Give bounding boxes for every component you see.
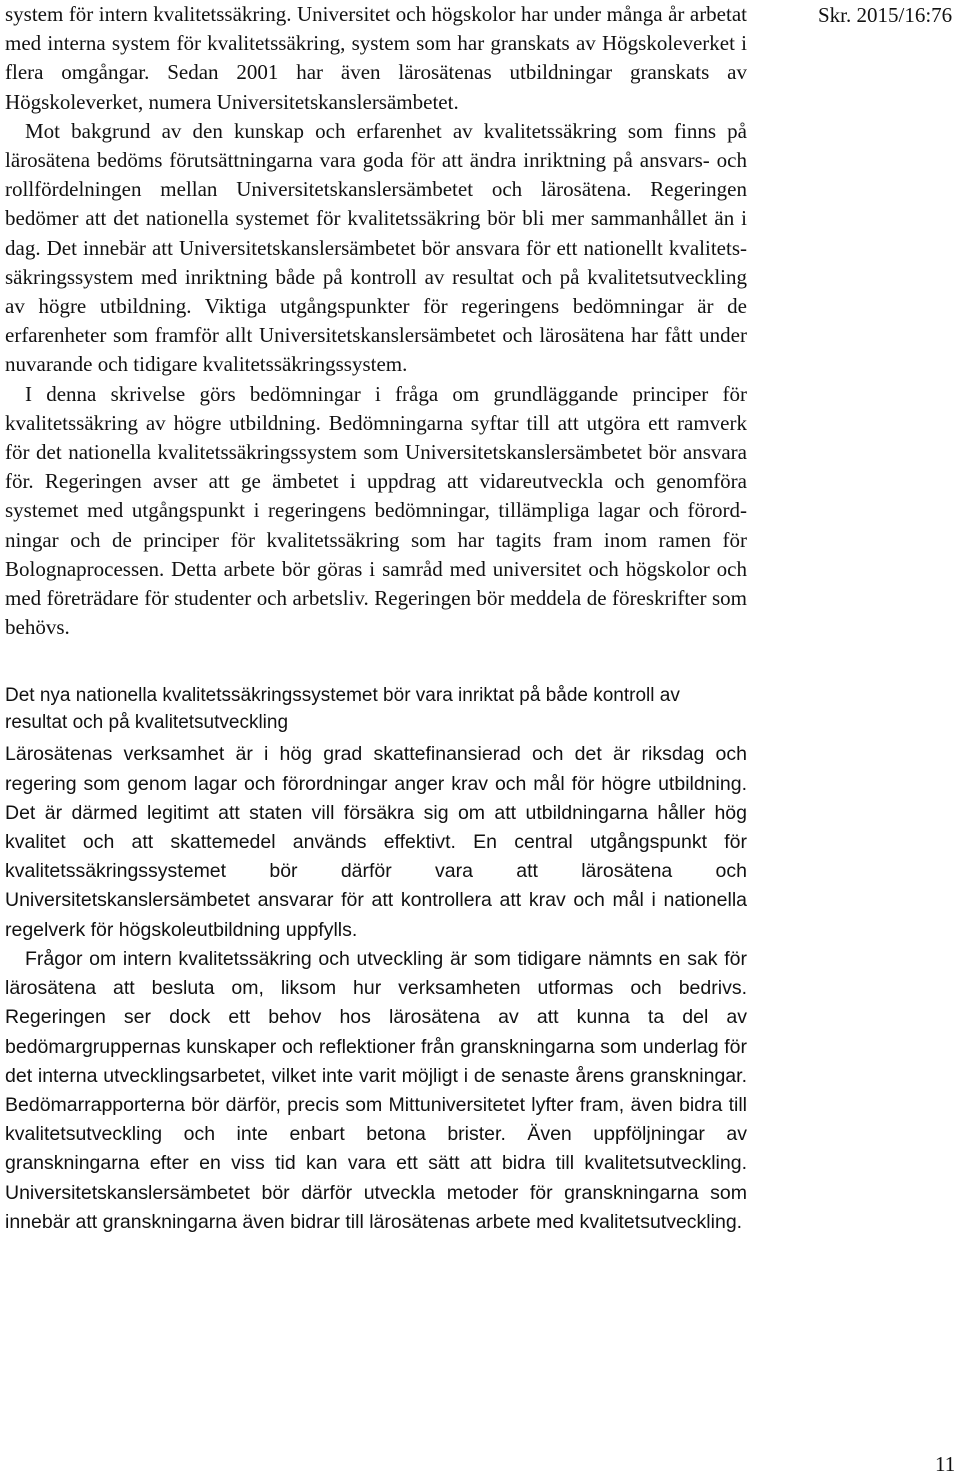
paragraph: Mot bakgrund av den kunskap och erfarenhet av kvalitetssäkring som finns på lärosätena bedöms förutsättningarna vara goda för att ändra inriktning på ansvars- och rollfördelningen mellan Universitetskanslersämbetet och lärosätena. Regeringen bedömer att det nationella systemet för kvalitetssäkring bör bli mer sammanhållet än i dag. Det innebär att Universitetskanslersämbetet bör ansvara för ett nationellt kvalitetssäkringssystem med inriktning både på kontroll av resultat och på kvalitetsutveckling av högre utbildning. Viktiga utgångspunkter för regeringens bedömningar är de erfarenheter som framför allt Universitetskanslersämbetet och lärosätena har fått under nuvarande och tidigare kvalitetssäkringssystem. <box>5 118 747 377</box>
document-reference: Skr. 2015/16:76 <box>818 3 953 27</box>
section-heading: Det nya nationella kvalitetssäkringssystemet bör vara inriktat på både kontroll av resultat och på kvalitetsutveckling <box>5 685 680 734</box>
paragraph-continued: system för intern kvalitetssäkring. Universitet och högskolor har under många år arbetat med interna system för kvalitetssäkring, system som har granskats av Högskoleverket i flera omgångar. Sedan 2001 har även lärosätenas utbildningar granskats av Högskoleverket, numera Universitetskanslersämbetet. <box>5 2 747 114</box>
paragraph: Lärosätenas verksamhet är i hög grad skattefinansierad och det är riksdag och regering som genom lagar och förordningar anger krav och mål för högre utbildning. Det är därmed legitimt att staten vill försäkra sig om att utbildningarna håller hög kvalitet och att skattemedel används effektivt. En central utgångspunkt för kvalitetssäkringssystemet bör därför vara att lärosätena och Universitetskanslersämbetet ansvarar för att kontrollera att krav och mål i nationella regelverk för högskoleutbildning uppfylls. <box>5 743 747 941</box>
main-text-column <box>5 0 747 1237</box>
paragraph: I denna skrivelse görs bedömningar i fråga om grundläggande principer för kvalitetssäkring av högre utbildning. Bedömningarna syftar till att utgöra ett ramverk för det nationella kvalitetssäkringssystem som Universitetskanslersämbetet bör ansvara för. Regeringen avser att ge ämbetet i uppdrag att vidareutveckla och genomföra systemet med utgångspunkt i regeringens bedömningar, tillämpliga lagar och förordningar och de principer för kvalitetssäkring som har tagits fram inom ramen för Bolognaprocessen. Detta arbete bör göras i samråd med universitet och högskolor och med företrädare för studenter och arbetsliv. Regeringen bör meddela de föreskrifter som behövs. <box>5 381 747 640</box>
page-number: 11 <box>935 1452 956 1476</box>
paragraph: Frågor om intern kvalitetssäkring och utveckling är som tidigare nämnts en sak för lärosätena att besluta om, liksom hur verksamheten utformas och bedrivs. Regeringen ser dock ett behov hos lärosätena av att kunna ta del av bedömargruppernas kunskaper och reflektioner från granskningarna som underlag för det interna utvecklingsarbetet, vilket inte varit möjligt i de senaste årens granskningar. Bedömarrapporterna bör därför, precis som Mittuniversitetet lyfter fram, även bidra till kvalitetsutveckling och inte enbart betona brister. Även uppföljningar av granskningarna efter en viss tid kan vara ett sätt att bidra till kvalitetsutveckling. Universitetskanslersämbetet bör därför utveckla metoder för granskningarna som innebär att granskningarna även bidrar till lärosätenas arbete med kvalitetsutveckling. <box>5 947 747 1233</box>
